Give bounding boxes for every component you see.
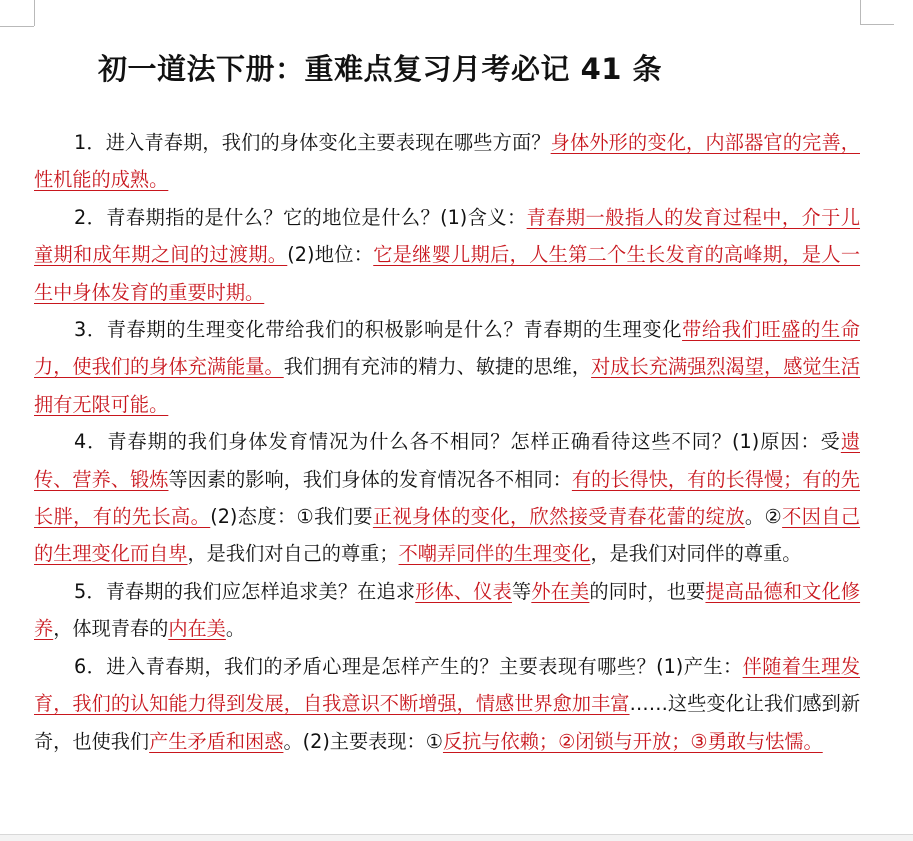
question-text: 5．青春期的我们应怎样追求美？在追求 (74, 579, 416, 603)
question-item-4 (34, 423, 860, 573)
answer-text: 带给我们旺盛的生命力，使我们的身体充满能量。 (34, 318, 860, 379)
question-text: 的同时，也要 (589, 579, 706, 603)
question-text: ，是我们对自己的尊重； (187, 542, 399, 566)
page-corner-mark-right (860, 0, 861, 24)
page-corner-mark-left (34, 0, 35, 26)
question-text: 等 (511, 579, 532, 603)
question-text: 。 (225, 617, 246, 641)
question-text: 。② (744, 505, 783, 529)
question-text: 1．进入青春期，我们的身体变化主要表现在哪些方面？ (74, 131, 551, 154)
question-item-5 (34, 573, 860, 648)
answer-text: 身体外形的变化，内部器官的完善，性机能的成熟。 (34, 131, 860, 192)
answer-text: 提高品德和文化修养 (34, 579, 861, 641)
question-item-6 (34, 648, 860, 760)
answer-text: 形体、仪表 (415, 579, 512, 603)
answer-text: 遗传、营养、锻炼 (34, 430, 860, 491)
document-title: 初一道法下册：重难点复习月考必记 41 条 (98, 52, 663, 87)
answer-text: 它是继婴儿期后，人生第二个生长发育的高峰期，是人一生中身体发育的重要时期。 (34, 243, 861, 304)
question-text: 3．青春期的生理变化带给我们的积极影响是什么？青春期的生理变化 (74, 318, 683, 342)
answer-text: 青春期一般指人的发育过程中，介于儿童期和成年期之间的过渡期。 (34, 205, 861, 267)
page-corner-mark-left-h (0, 26, 34, 27)
question-text: 。(2)主要表现：① (283, 729, 443, 753)
question-text: 等因素的影响，我们身体的发育情况各不相同： (168, 467, 572, 491)
answer-text: 内在美 (168, 617, 226, 641)
answer-text: 反抗与依赖；②闭锁与开放；③勇敢与怯懦。 (442, 729, 823, 753)
answer-text: 有的长得快，有的长得慢；有的先长胖，有的先长高。 (34, 467, 860, 529)
question-text: ，是我们对同伴的尊重。 (590, 542, 802, 566)
answer-text: 正视身体的变化，欣然接受青春花蕾的绽放 (372, 505, 745, 529)
question-text: (2)地位： (287, 243, 374, 267)
question-text: 2．青春期指的是什么？它的地位是什么？(1)含义： (74, 205, 527, 229)
answer-text: 外在美 (531, 579, 590, 603)
answer-text: 不因自己的生理变化而自卑 (34, 505, 861, 566)
question-text: 我们拥有充沛的精力、敏捷的思维， (283, 355, 592, 379)
question-text: 6．进入青春期，我们的矛盾心理是怎样产生的？主要表现有哪些？(1)产生： (74, 654, 743, 678)
answer-text: 对成长充满强烈渴望，感觉生活拥有无限可能。 (34, 355, 861, 416)
answer-text: 伴随着生理发育，我们的认知能力得到发展，自我意识不断增强，情感世界愈加丰富 (34, 654, 861, 716)
question-item-1 (34, 124, 860, 199)
question-text: ……这些变化让我们感到新奇，也使我们 (34, 692, 861, 753)
question-text: (2)态度：①我们要 (210, 505, 373, 529)
document-body (34, 124, 860, 760)
question-item-3 (34, 311, 860, 423)
question-item-2 (34, 199, 860, 311)
question-text: ，体现青春的 (53, 617, 169, 641)
answer-text: 产生矛盾和困惑 (149, 729, 284, 753)
answer-text: 不嘲弄同伴的生理变化 (398, 542, 591, 566)
page-corner-mark-right-h (860, 24, 894, 25)
question-text: 4．青春期的我们身体发育情况为什么各不相同？怎样正确看待这些不同？(1)原因：受 (74, 430, 841, 454)
